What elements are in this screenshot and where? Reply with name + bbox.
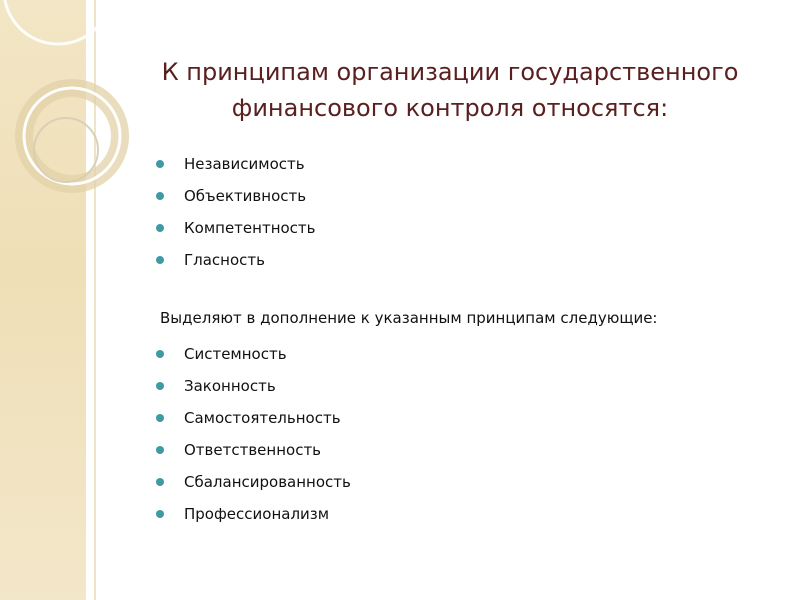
- list-item: [152, 338, 772, 370]
- additional-principles-list: [152, 338, 772, 530]
- list-item: [152, 434, 772, 466]
- list-item: [152, 244, 772, 276]
- bullet-icon: [156, 192, 164, 200]
- main-principles-list: [152, 148, 772, 276]
- list-item: [152, 212, 772, 244]
- list-item: [152, 498, 772, 530]
- list-item-label: Независимость: [184, 155, 305, 173]
- list-item-label: Объективность: [184, 187, 307, 205]
- bullet-icon: [156, 446, 164, 454]
- bullet-icon: [156, 256, 164, 264]
- slide-title: К принципам организации государственного финансового контроля относятся:: [161, 58, 739, 122]
- list-item-label: Компетентность: [184, 219, 316, 237]
- additional-principles-intro: Выделяют в дополнение к указанным принципам следующие:: [160, 309, 658, 327]
- list-item-label: Самостоятельность: [184, 409, 341, 427]
- list-item: [152, 402, 772, 434]
- list-item-label: Гласность: [184, 251, 265, 269]
- list-item: [152, 370, 772, 402]
- decorative-rings-icon: [0, 0, 140, 240]
- list-item-label: Системность: [184, 345, 287, 363]
- list-item: [152, 180, 772, 212]
- bullet-icon: [156, 224, 164, 232]
- bullet-icon: [156, 350, 164, 358]
- bullet-icon: [156, 382, 164, 390]
- list-item-label: Законность: [184, 377, 276, 395]
- list-item: [152, 466, 772, 498]
- bullet-icon: [156, 160, 164, 168]
- bullet-icon: [156, 414, 164, 422]
- list-item: [152, 148, 772, 180]
- list-item-label: Ответственность: [184, 441, 322, 459]
- list-item-label: Профессионализм: [184, 505, 330, 523]
- bullet-icon: [156, 478, 164, 486]
- list-item-label: Сбалансированность: [184, 473, 351, 491]
- bullet-icon: [156, 510, 164, 518]
- slide-content: [152, 148, 772, 530]
